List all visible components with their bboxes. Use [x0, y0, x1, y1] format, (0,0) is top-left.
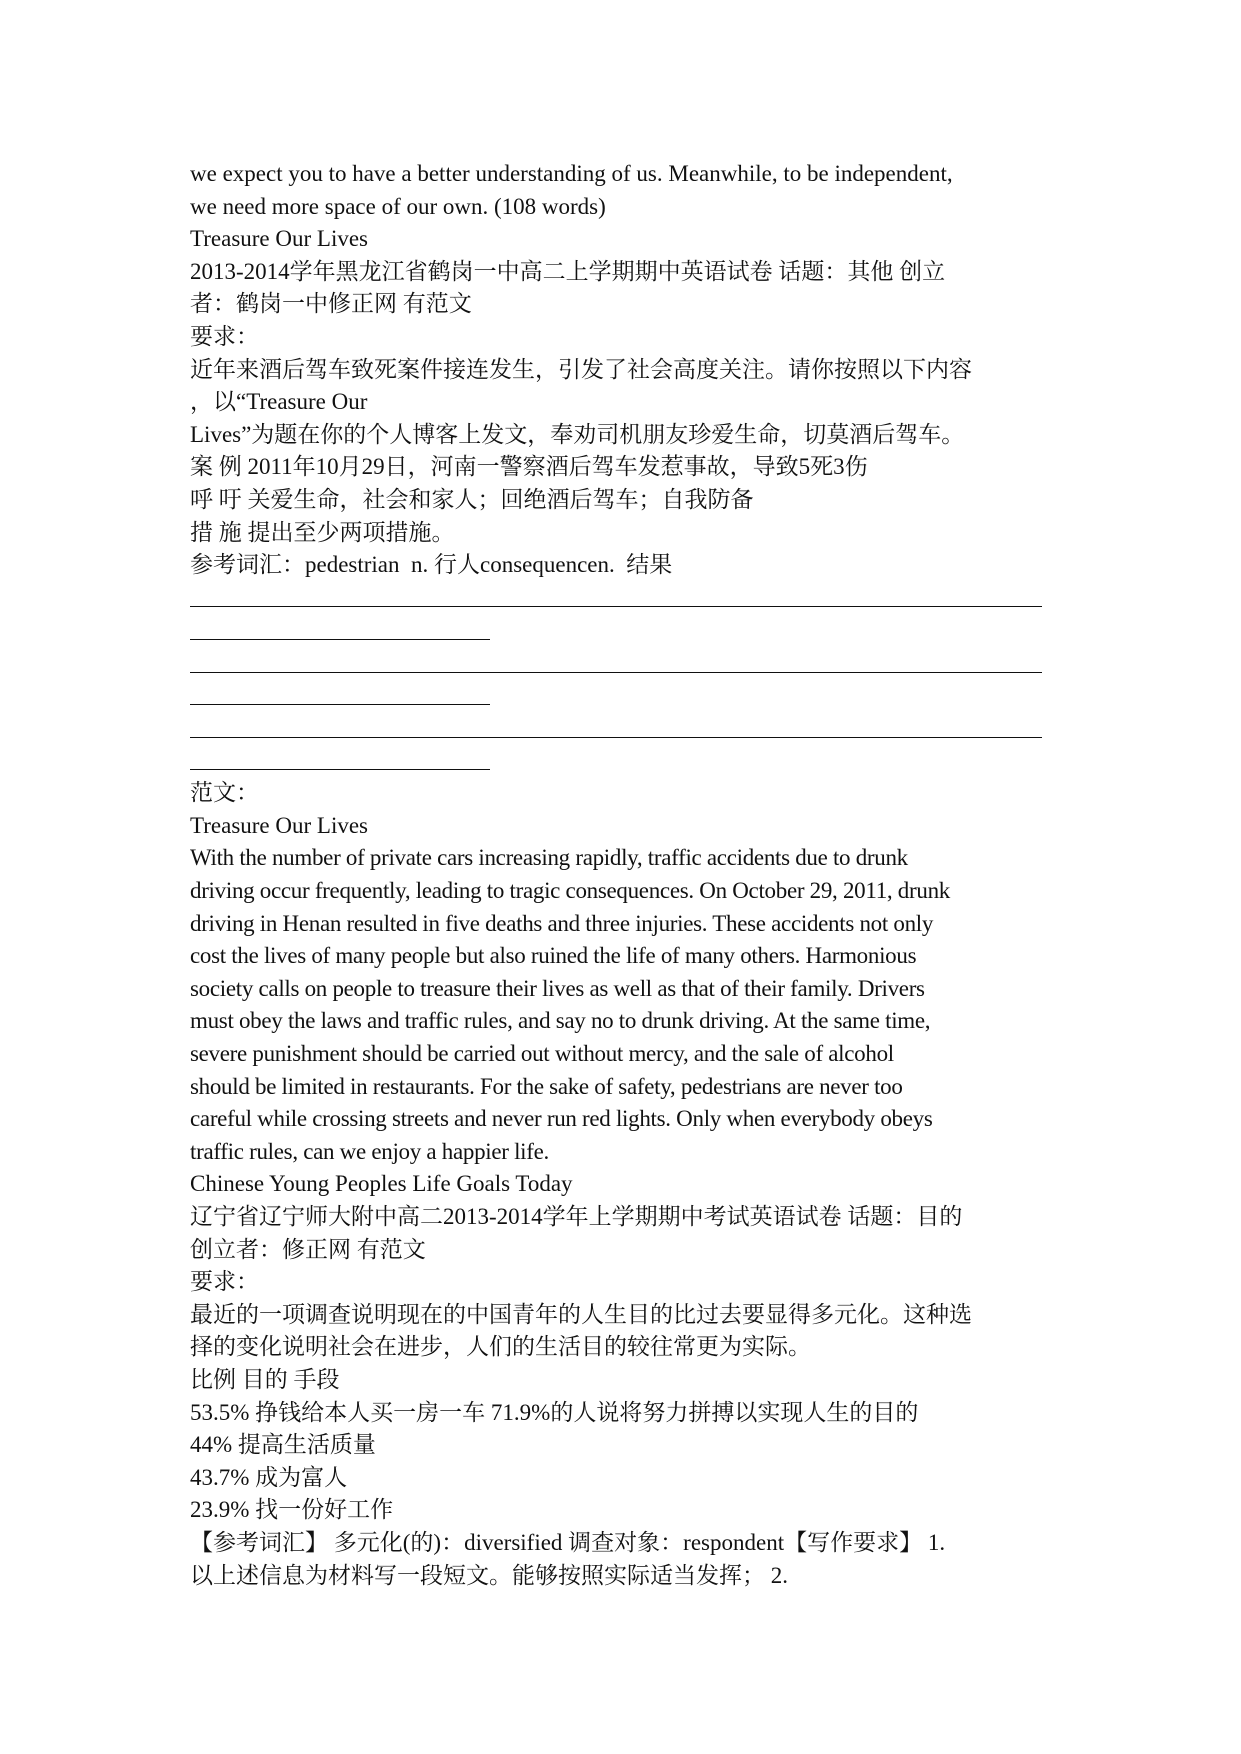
survey-header-line: 比例 目的 手段	[190, 1366, 340, 1392]
survey-row: 43.7% 成为富人	[190, 1464, 348, 1490]
essay-body-line: careful while crossing streets and never run red lights. Only when everybody obeys	[190, 1106, 933, 1132]
answer-line	[190, 680, 1060, 713]
requirements-text: 近年来酒后驾车致死案件接连发生，引发了社会高度关注。请你按照以下内容	[190, 356, 972, 382]
essay-body-line: should be limited in restaurants. For the sake of safety, pedestrians are never too	[190, 1073, 903, 1099]
essay-body-line: severe punishment should be carried out without mercy, and the sale of alcohol	[190, 1041, 894, 1067]
answer-line	[190, 647, 1060, 680]
essay-body-line: must obey the laws and traffic rules, and say no to drunk driving. At the same time,	[190, 1008, 931, 1034]
writing-requirements-line: 以上述信息为材料写一段短文。能够按照实际适当发挥； 2.	[190, 1562, 788, 1588]
requirements-text: 择的变化说明社会在进步，人们的生活目的较往常更为实际。	[190, 1334, 811, 1360]
requirements-text: ，以“Treasure Our	[190, 389, 368, 415]
requirements-text: 最近的一项调查说明现在的中国青年的人生目的比过去要显得多元化。这种选	[190, 1301, 972, 1327]
document-page	[190, 158, 1060, 1592]
exam-source-line: 辽宁省辽宁师大附中高二2013-2014学年上学期期中考试英语试卷 话题：目的	[190, 1204, 963, 1229]
essay-title: Treasure Our Lives	[190, 226, 369, 252]
text-line: we expect you to have a better understanding of us. Meanwhile, to be independent,	[190, 161, 953, 186]
requirements-text: Lives”为题在你的个人博客上发文，奉劝司机朋友珍爱生命，切莫酒后驾车。	[190, 421, 965, 447]
sample-heading: 范文：	[190, 780, 259, 806]
appeal-line: 呼 吁 关爱生命，社会和家人；回绝酒后驾车；自我防备	[190, 486, 754, 512]
answer-line	[190, 614, 1060, 647]
answer-line	[190, 582, 1060, 615]
essay-body-line: traffic rules, can we enjoy a happier life.	[190, 1138, 549, 1164]
essay-title: Chinese Young Peoples Life Goals Today	[190, 1171, 573, 1197]
exam-source-line: 者：鹤岗一中修正网 有范文	[190, 291, 472, 317]
survey-row: 23.9% 找一份好工作	[190, 1497, 394, 1523]
essay-body-line: With the number of private cars increasing rapidly, traffic accidents due to drunk	[190, 845, 908, 871]
exam-source-line: 创立者：修正网 有范文	[190, 1236, 426, 1262]
essay-title: Treasure Our Lives	[190, 812, 369, 838]
essay-body-line: driving occur frequently, leading to tragic consequences. On October 29, 2011, drunk	[190, 878, 950, 904]
case-line: 案 例 2011年10月29日，河南一警察酒后驾车发惹事故，导致5死3伤	[190, 454, 868, 480]
requirements-heading: 要求：	[190, 323, 259, 349]
vocabulary-line: 【参考词汇】 多元化(的)：diversified 调查对象：respondent【写作要求】 1.	[190, 1529, 946, 1555]
essay-body-line: cost the lives of many people but also ruined the life of many others. Harmonious	[190, 943, 917, 969]
essay-body-line: driving in Henan resulted in five deaths and three injuries. These accidents not only	[190, 910, 934, 936]
survey-row: 53.5% 挣钱给本人买一房一车 71.9%的人说将努力拼搏以实现人生的目的	[190, 1399, 919, 1425]
survey-row: 44% 提高生活质量	[190, 1432, 376, 1458]
answer-line	[190, 712, 1060, 745]
measures-line: 措 施 提出至少两项措施。	[190, 519, 455, 545]
vocabulary-line: 参考词汇：pedestrian n. 行人consequencen. 结果	[190, 552, 673, 578]
text-line: we need more space of our own. (108 words)	[190, 193, 606, 219]
exam-source-line: 2013-2014学年黑龙江省鹤岗一中高二上学期期中英语试卷 话题：其他 创立	[190, 258, 946, 284]
essay-body-line: society calls on people to treasure their lives as well as that of their family. Drivers	[190, 975, 925, 1001]
answer-line	[190, 745, 1060, 778]
requirements-heading: 要求：	[190, 1269, 259, 1295]
